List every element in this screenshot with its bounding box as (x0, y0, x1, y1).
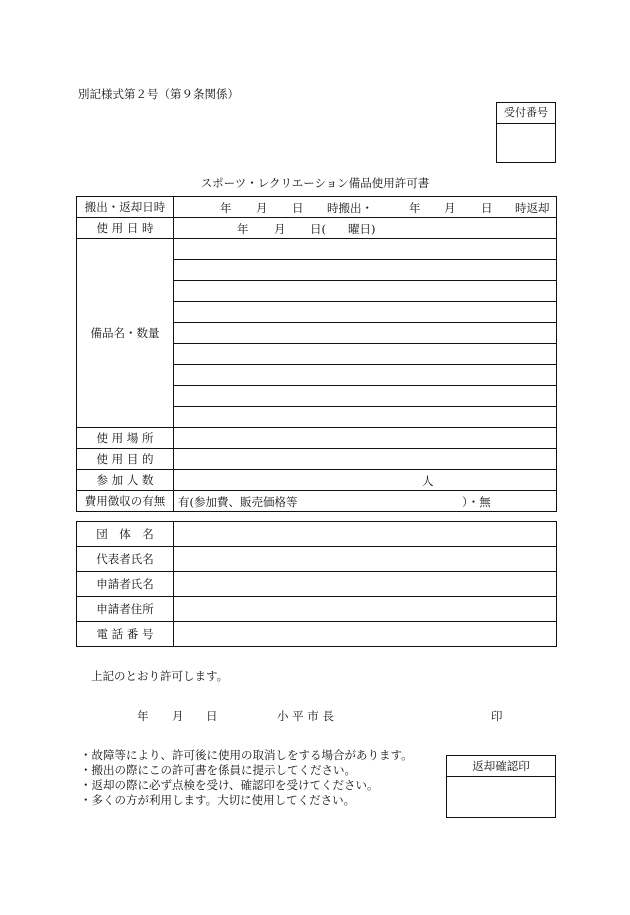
carry-datetime-field[interactable]: 年 月 日 時搬出・ 年 月 日 時返却 (174, 197, 557, 218)
participants-label: 参 加 人 数 (77, 470, 174, 491)
fee-option-no: ）・無 (462, 495, 491, 509)
applicant-address-field[interactable] (174, 597, 557, 622)
item-line-1[interactable] (174, 239, 557, 260)
use-date-label: 使 用 日 時 (77, 218, 174, 239)
representative-name-field[interactable] (174, 547, 557, 572)
approval-year: 年 (137, 709, 149, 723)
carry-datetime-label: 搬出・返却日時 (77, 197, 174, 218)
notes-list (80, 748, 413, 808)
seal-mark: 印 (491, 709, 503, 723)
fee-label: 費用徴収の有無 (77, 491, 174, 512)
reception-number-label: 受付番号 (497, 103, 555, 124)
return-stamp-label: 返却確認印 (447, 756, 555, 777)
item-line-5[interactable] (174, 323, 557, 344)
approval-day: 日 (206, 709, 218, 723)
fee-field[interactable] (174, 491, 557, 512)
item-line-2[interactable] (174, 260, 557, 281)
applicant-address-label: 申請者住所 (77, 597, 174, 622)
note-item: ・搬出の際にこの許可書を係員に提示してください。 (80, 763, 356, 777)
return-stamp-box (446, 755, 556, 818)
participants-field[interactable] (174, 470, 557, 491)
document-title: スポーツ・レクリエーション備品使用許可書 (200, 176, 430, 190)
item-line-6[interactable] (174, 344, 557, 365)
approval-text: 上記のとおり許可します。 (91, 669, 229, 683)
note-item: ・返却の際に必ず点検を受け、確認印を受けてください。 (80, 778, 379, 792)
item-line-3[interactable] (174, 281, 557, 302)
participants-unit: 人 (422, 474, 434, 488)
phone-label: 電 話 番 号 (77, 622, 174, 647)
item-line-7[interactable] (174, 365, 557, 386)
note-item: ・故障等により、許可後に使用の取消しをする場合があります。 (80, 748, 413, 762)
phone-field[interactable] (174, 622, 557, 647)
item-line-8[interactable] (174, 386, 557, 407)
group-name-label: 団 体 名 (77, 522, 174, 547)
item-line-9[interactable] (174, 407, 557, 428)
location-label: 使 用 場 所 (77, 428, 174, 449)
use-date-field[interactable]: 年 月 日( 曜日) (174, 218, 557, 239)
applicant-name-label: 申請者氏名 (77, 572, 174, 597)
location-field[interactable] (174, 428, 557, 449)
purpose-label: 使 用 目 的 (77, 449, 174, 470)
usage-table (76, 196, 557, 512)
applicant-name-field[interactable] (174, 572, 557, 597)
applicant-table (76, 521, 557, 647)
representative-name-label: 代表者氏名 (77, 547, 174, 572)
purpose-field[interactable] (174, 449, 557, 470)
approval-month: 月 (172, 709, 184, 723)
item-line-4[interactable] (174, 302, 557, 323)
form-reference: 別記様式第２号（第９条関係） (78, 87, 239, 101)
group-name-field[interactable] (174, 522, 557, 547)
fee-option-yes: 有(参加費、販売価格等 (178, 495, 298, 509)
mayor-title: 小 平 市 長 (277, 709, 334, 723)
reception-number-box (496, 102, 556, 163)
items-label: 備品名・数量 (77, 239, 174, 428)
note-item: ・多くの方が利用します。大切に使用してください。 (80, 793, 356, 807)
